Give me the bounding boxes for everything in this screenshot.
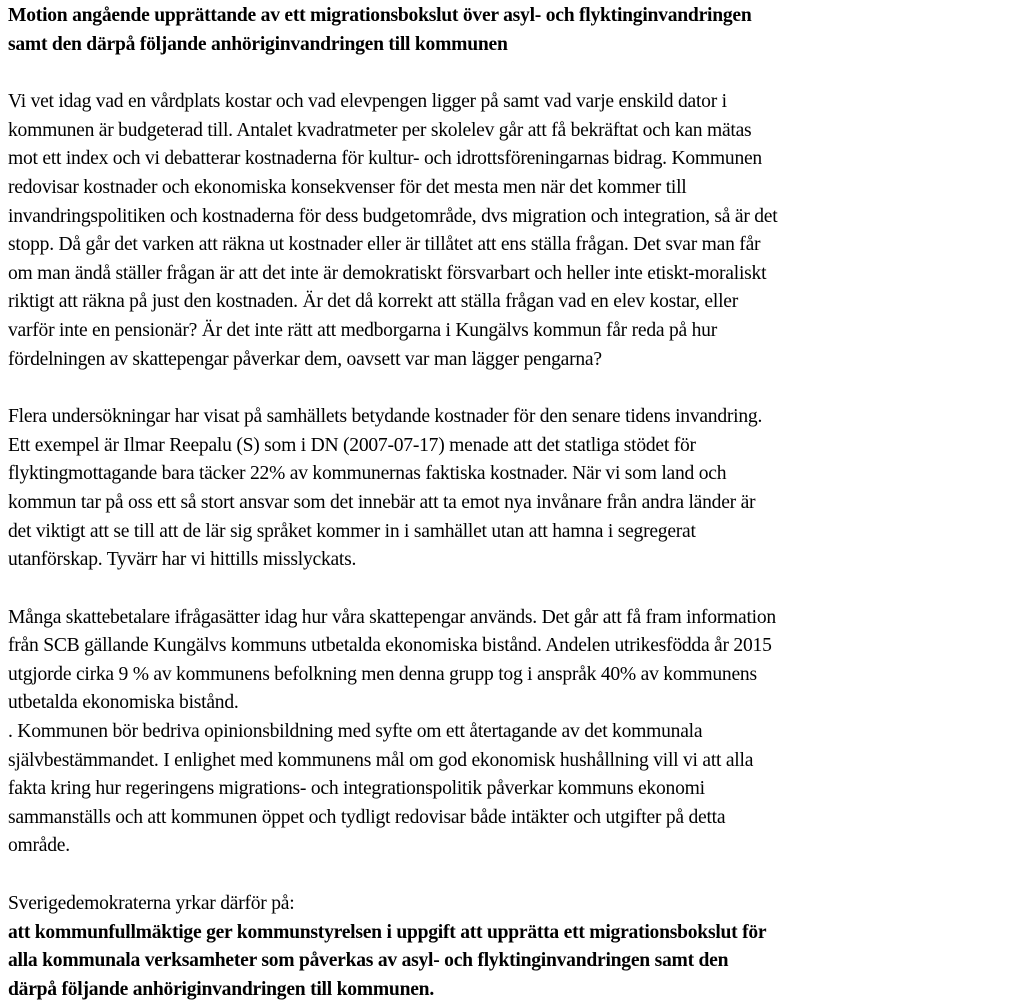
spacer <box>8 861 1020 890</box>
demand-intro: Sverigedemokraterna yrkar därför på: <box>8 893 295 915</box>
motion-title: Motion angående upprättande av ett migrationsbokslut över asyl- och flyktinginvandringen samt den därpå följande anhöriginvandringen till kommunen <box>8 5 752 55</box>
paragraph-surveys: Flera undersökningar har visat på samhällets betydande kostnader för den senare tidens invandring. Ett exempel är Ilmar Reepalu (S) som i DN (2007-07-17) menade att det statliga stödet för flyktingmottagande bara täcker 22% av kommunernas faktiska kostnader. När vi som land och kommun tar på oss ett så stort ansvar som det innebär att ta emot nya invånare från andra länder är det viktigt att se till att de lär sig språket kommer in i samhället utan att hamna i segregerat utanförskap. Tyvärr har vi hittills misslyckats. <box>8 406 763 571</box>
spacer <box>8 575 1020 604</box>
paragraph-costs: Vi vet idag vad en vårdplats kostar och vad elevpengen ligger på samt vad varje enskild dator i kommunen är budgeterad till. Antalet kvadratmeter per skolelev går att få bekräftat och kan mätas mot ett index och vi debatterar kostnaderna för kultur- och idrottsföreningarnas bidrag. Kommunen redovisar kostnader och ekonomiska konsekvenser för det mesta men när det kommer till invandringspolitiken och kostnaderna för dess budgetområde, dvs migration och integration, så är det stopp. Då går det varken att räkna ut kostnader eller är tillåtet att ens ställa frågan. Det svar man får om man ändå ställer frågan är att det inte är demokratiskt försvarbart och heller inte etiskt-moraliskt riktigt att räkna på just den kostnaden. Är det då korrekt att ställa frågan vad en elev kostar, eller varför inte en pensionär? Är det inte rätt att medborgarna i Kungälvs kommun får reda på hur fördelningen av skattepengar påverkar dem, oavsett var man lägger pengarna? <box>8 91 778 370</box>
spacer <box>8 374 1020 403</box>
paragraph-taxpayers: Många skattebetalare ifrågasätter idag hur våra skattepengar används. Det går att få fram information från SCB gällande Kungälvs kommuns utbetalda ekonomiska bistånd. Andelen utrikesfödda år 2015 utgjorde cirka 9 % av kommunens befolkning men denna grupp tog i anspråk 40% av kommunens utbetalda ekonomiska bistånd. . Kommunen bör bedriva opinionsbildning med syfte om ett återtagande av det kommunala självbestämmandet. I enlighet med kommunens mål om god ekonomisk hushållning vill vi att alla fakta kring hur regeringens migrations- och integrationspolitik påverkar kommuns ekonomi sammanställs och att kommunen öppet och tydligt redovisar både intäkter och utgifter på detta område. <box>8 606 776 857</box>
motion-document <box>8 2 1020 1004</box>
spacer <box>8 59 1020 88</box>
demand-text: att kommunfullmäktige ger kommunstyrelsen i uppgift att upprätta ett migrationsbokslut för alla kommunala verksamheter som påverkas av asyl- och flyktinginvandringen samt den därpå följande anhöriginvandringen till kommunen. <box>8 921 767 1000</box>
